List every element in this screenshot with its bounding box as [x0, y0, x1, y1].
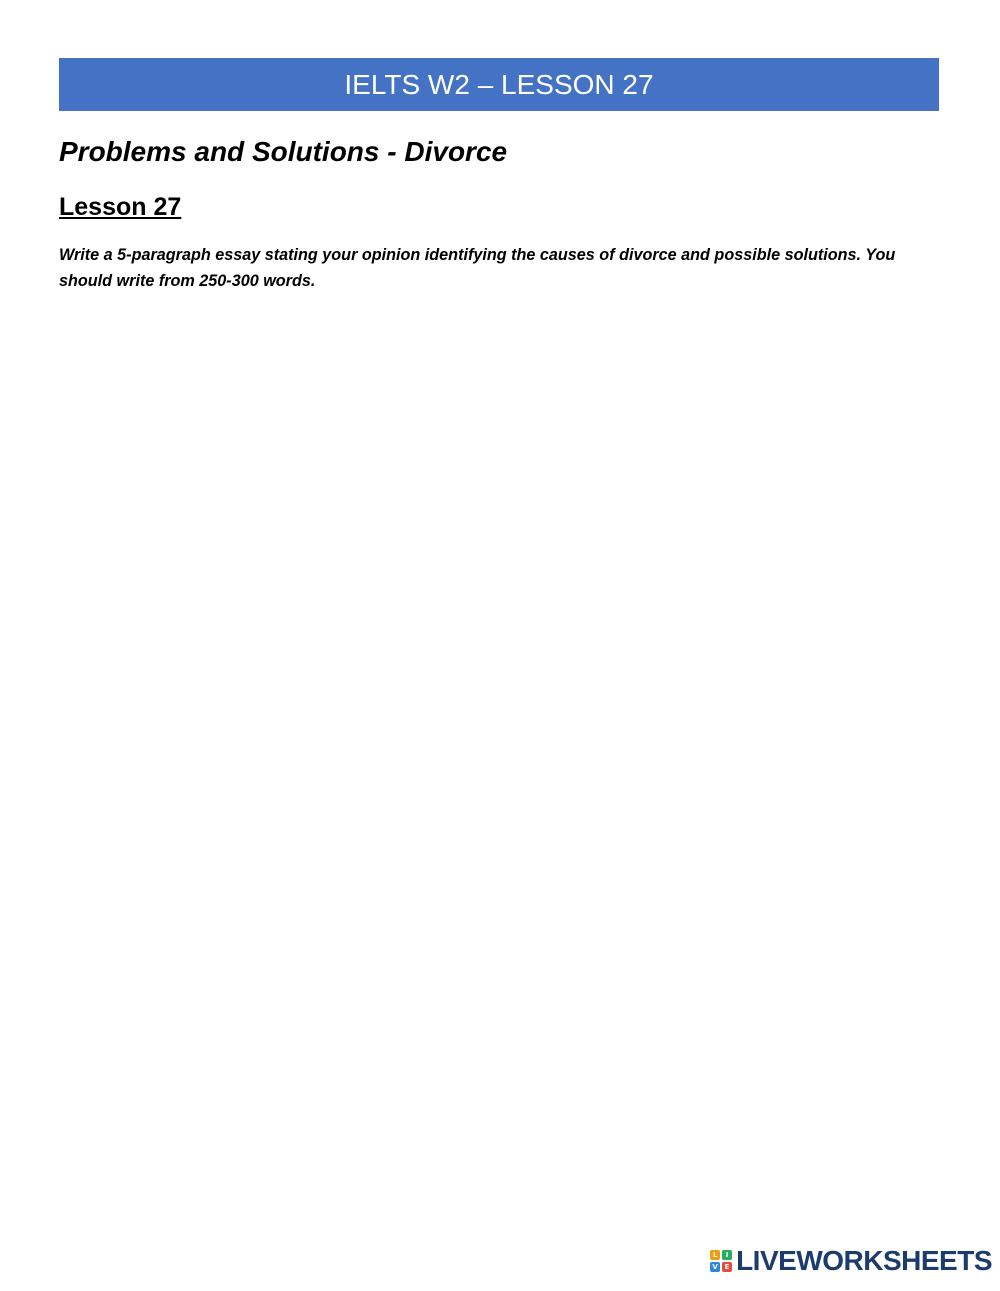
logo-letter-e: E — [722, 1262, 732, 1272]
banner-title: IELTS W2 – LESSON 27 — [344, 68, 654, 100]
header-banner — [59, 58, 939, 111]
logo-brand-text: LIVEWORKSHEETS — [736, 1245, 992, 1276]
logo-letter-i: I — [722, 1250, 732, 1260]
liveworksheets-logo[interactable] — [710, 1245, 992, 1277]
essay-instructions: Write a 5-paragraph essay stating your opinion identifying the causes of divorce and possible solutions. You should write from 250-300 words. — [59, 246, 896, 290]
worksheet-title: Problems and Solutions - Divorce — [59, 136, 508, 167]
logo-icon — [710, 1250, 732, 1272]
logo-letter-l: L — [710, 1250, 720, 1260]
lesson-heading: Lesson 27 — [59, 193, 182, 221]
logo-letter-v: V — [710, 1262, 720, 1272]
